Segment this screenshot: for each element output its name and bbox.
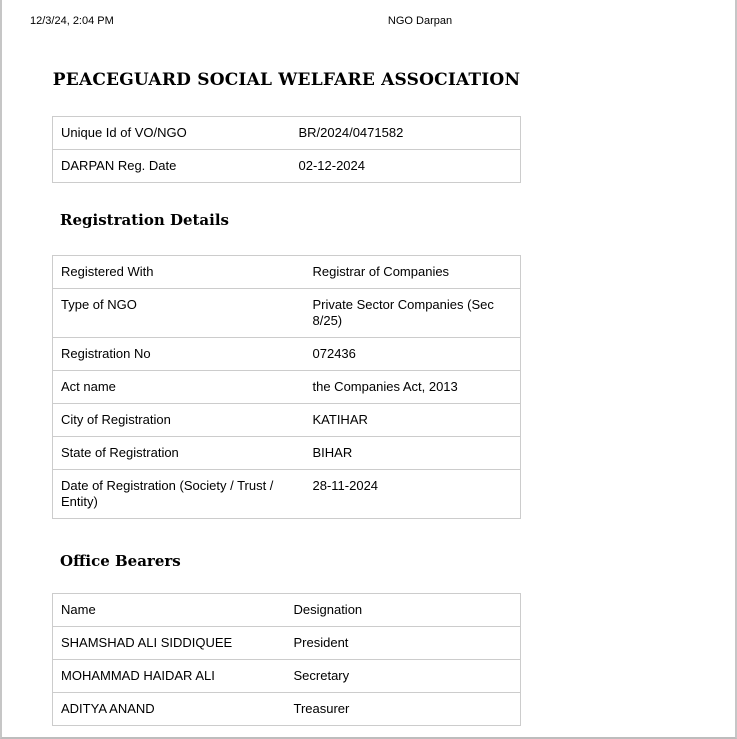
row-label: Registration No [53,338,305,371]
table-row [53,150,521,183]
table-row [53,289,521,338]
row-value: BIHAR [305,437,521,470]
office-bearers-heading: Office Bearers [60,552,181,570]
row-value: Registrar of Companies [312,264,450,279]
table-row [53,470,521,519]
ngo-title: PEACEGUARD SOCIAL WELFARE ASSOCIATION [52,70,521,90]
table-header-row [53,594,521,627]
table-row [53,117,521,150]
table-row [53,256,521,289]
row-value: 02-12-2024 [291,150,521,183]
row-label: Unique Id of VO/NGO [61,125,187,140]
site-name: NGO Darpan [387,15,453,27]
bearer-designation: Secretary [286,660,521,693]
column-header-name: Name [61,602,96,617]
summary-table [52,116,521,183]
bearer-designation: Treasurer [286,693,521,726]
registration-details-heading: Registration Details [60,211,229,229]
bearer-name: SHAMSHAD ALI SIDDIQUEE [53,627,286,660]
bearer-designation: President [286,627,521,660]
row-label: Registered With [61,264,154,279]
table-row [53,693,521,726]
row-value: 072436 [305,338,521,371]
row-label: Type of NGO [53,289,305,338]
table-row [53,627,521,660]
print-timestamp: 12/3/24, 2:04 PM [30,15,114,27]
column-header-designation: Designation [293,602,363,617]
row-value: Private Sector Companies (Sec 8/25) [305,289,521,338]
registration-details-table [52,255,521,519]
table-row [53,437,521,470]
table-row [53,404,521,437]
row-label: City of Registration [53,404,305,437]
table-row [53,338,521,371]
row-label: State of Registration [53,437,305,470]
row-value: the Companies Act, 2013 [305,371,521,404]
table-row [53,660,521,693]
bearer-name: ADITYA ANAND [53,693,286,726]
table-row [53,371,521,404]
row-value: KATIHAR [305,404,521,437]
bearer-name: MOHAMMAD HAIDAR ALI [53,660,286,693]
row-value: 28-11-2024 [305,470,521,519]
document-content [52,0,521,726]
row-label: Act name [53,371,305,404]
row-value: BR/2024/0471582 [298,125,404,140]
row-label: Date of Registration (Society / Trust / Entity) [53,470,305,519]
row-label: DARPAN Reg. Date [53,150,291,183]
office-bearers-table [52,593,521,726]
